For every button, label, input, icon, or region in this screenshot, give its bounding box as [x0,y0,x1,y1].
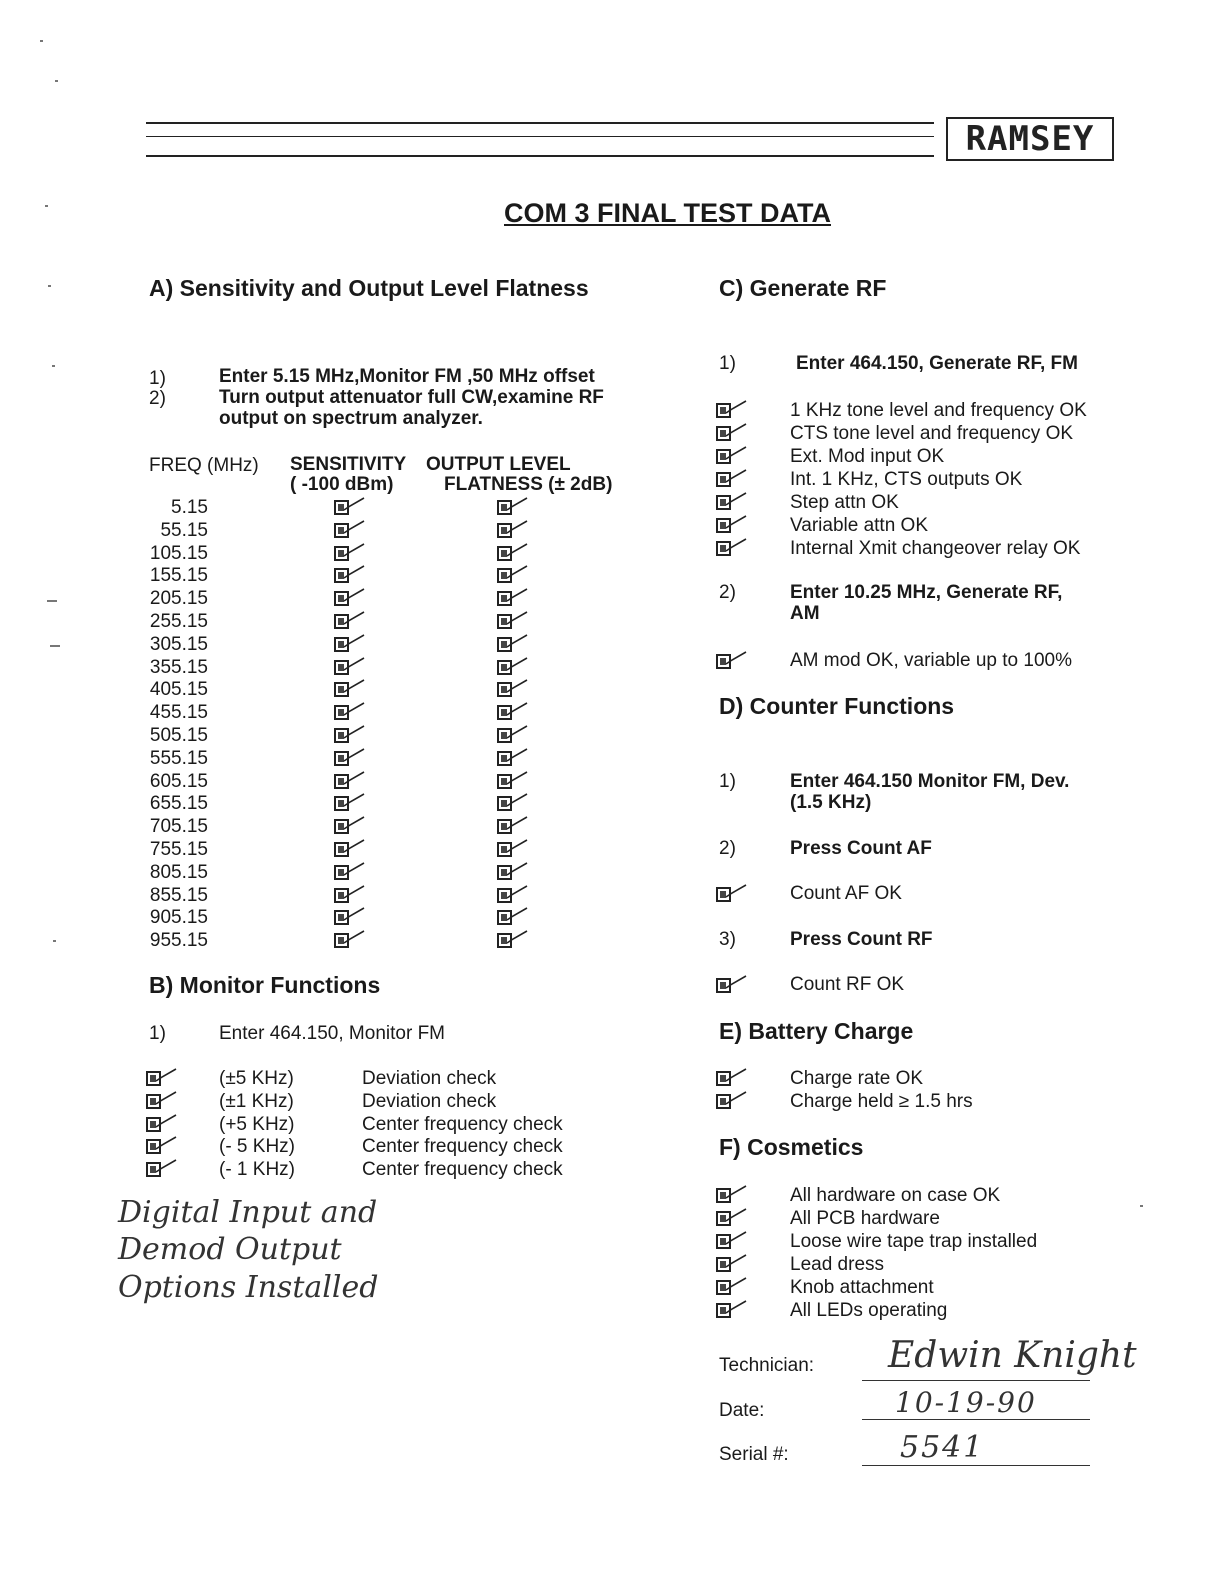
checkbox-checked[interactable] [716,514,754,534]
scan-speck [1140,1205,1143,1207]
check-mark-icon [716,974,754,996]
check-mark-icon [334,678,372,700]
sensitivity-checkbox[interactable] [334,542,372,562]
check-item-label: Variable attn OK [790,515,929,536]
frequency-value: 655.15 [149,793,208,815]
check-item-label: Charge rate OK [790,1068,924,1089]
check-mark-icon [334,519,372,541]
check-item-label: Count AF OK [790,883,902,904]
step-text: (1.5 KHz) [790,792,872,813]
check-item-label: Count RF OK [790,974,905,995]
frequency-value: 255.15 [149,611,208,632]
sensitivity-checkbox[interactable] [334,496,372,516]
flatness-checkbox[interactable] [497,770,535,790]
technician-label: Technician: [719,1355,815,1376]
check-mark-icon [334,792,372,814]
flatness-checkbox[interactable] [497,792,535,812]
flatness-checkbox[interactable] [497,906,535,926]
check-mark-icon [716,1299,754,1321]
deviation-checkbox[interactable] [146,1067,184,1087]
scan-speck [52,365,55,367]
flatness-checkbox[interactable] [497,610,535,630]
check-mark-icon [334,770,372,792]
step-text: Enter 464.150, Generate RF, FM [796,353,1078,374]
sensitivity-checkbox[interactable] [334,564,372,584]
checkbox-checked[interactable] [716,974,754,994]
flatness-checkbox[interactable] [497,815,535,835]
sensitivity-checkbox[interactable] [334,610,372,630]
check-mark-icon [497,656,535,678]
header-rule [146,136,934,137]
section-a-heading: A) Sensitivity and Output Level Flatness [149,275,589,301]
check-mark-icon [334,496,372,518]
date-value[interactable]: 10-19-90 [895,1386,1037,1419]
scan-speck [50,645,60,647]
check-item-label: 1 KHz tone level and frequency OK [790,400,1087,421]
step-text: Press Count AF [790,838,932,859]
check-mark-icon [716,445,754,467]
sensitivity-checkbox[interactable] [334,884,372,904]
check-mark-icon [334,724,372,746]
step-number: 2) [149,388,166,409]
ramsey-logo: RAMSEY [946,117,1114,161]
section-d-heading: D) Counter Functions [719,693,955,719]
scan-speck [48,285,51,287]
check-mark-icon [497,929,535,951]
deviation-checkbox[interactable] [146,1090,184,1110]
step-number: 2) [719,838,736,859]
frequency-value: 805.15 [149,861,208,883]
check-item-label: Deviation check [362,1090,497,1112]
checkbox-checked[interactable] [716,1067,754,1087]
range-label: (+5 KHz) [219,1113,295,1135]
step-number: 1) [719,353,736,374]
flatness-checkbox[interactable] [497,587,535,607]
check-mark-icon [334,929,372,951]
checkbox-checked[interactable] [716,422,754,442]
serial-label: Serial #: [719,1444,789,1465]
flatness-checkbox[interactable] [497,564,535,584]
header-rule [146,155,934,157]
check-mark-icon [716,1090,754,1112]
check-mark-icon [334,815,372,837]
check-mark-icon [497,496,535,518]
section-e-heading: E) Battery Charge [719,1018,914,1044]
sensitivity-checkbox[interactable] [334,519,372,539]
frequency-value: 355.15 [149,656,208,678]
technician-signature: Edwin Knight [888,1335,1137,1376]
column-header-sensitivity: SENSITIVITY [290,454,407,475]
frequency-value: 505.15 [149,725,208,746]
deviation-checkbox[interactable] [146,1135,184,1155]
range-label: (- 5 KHz) [219,1136,295,1158]
sensitivity-checkbox[interactable] [334,792,372,812]
frequency-value: 705.15 [149,816,208,838]
frequency-value: 5.15 [171,497,208,518]
checkbox-checked[interactable] [716,1207,754,1227]
checkbox-checked[interactable] [716,468,754,488]
frequency-value: 755.15 [149,839,208,860]
sensitivity-checkbox[interactable] [334,815,372,835]
sensitivity-checkbox[interactable] [334,724,372,744]
flatness-checkbox[interactable] [497,496,535,516]
check-item-label: Internal Xmit changeover relay OK [790,538,1081,559]
flatness-checkbox[interactable] [497,861,535,881]
step-text: Enter 5.15 MHz,Monitor FM ,50 MHz offset [219,366,595,387]
sensitivity-checkbox[interactable] [334,770,372,790]
check-mark-icon [716,514,754,536]
frequency-value: 555.15 [149,747,208,769]
scan-speck [40,40,43,42]
checkbox-checked[interactable] [716,883,754,903]
check-mark-icon [497,861,535,883]
step-text: output on spectrum analyzer. [219,408,483,429]
check-mark-icon [146,1090,184,1112]
check-mark-icon [334,838,372,860]
column-header-output: OUTPUT LEVEL [426,454,571,475]
step-number: 3) [719,929,736,950]
scan-speck [53,940,56,942]
checkbox-checked[interactable] [716,1299,754,1319]
step-text: Turn output attenuator full CW,examine RF [219,387,604,408]
check-item-label: Charge held ≥ 1.5 hrs [790,1091,973,1112]
checkbox-checked[interactable] [716,537,754,557]
check-mark-icon [146,1067,184,1089]
frequency-value: 55.15 [160,519,208,541]
range-label: (±1 KHz) [219,1090,294,1112]
handwritten-note-line: Options Installed [118,1270,379,1305]
deviation-checkbox[interactable] [146,1158,184,1178]
checkbox-checked[interactable] [716,1184,754,1204]
check-item-label: AM mod OK, variable up to 100% [790,650,1072,671]
check-item-label: Loose wire tape trap installed [790,1231,1038,1252]
flatness-checkbox[interactable] [497,656,535,676]
check-mark-icon [334,884,372,906]
sensitivity-checkbox[interactable] [334,929,372,949]
check-mark-icon [716,491,754,513]
step-number: 1) [149,1023,166,1044]
check-mark-icon [497,838,535,860]
flatness-checkbox[interactable] [497,678,535,698]
column-header-freq: FREQ (MHz) [149,455,259,476]
check-item-label: Ext. Mod input OK [790,446,945,467]
checkbox-checked[interactable] [716,445,754,465]
check-mark-icon [497,770,535,792]
check-mark-icon [497,747,535,769]
check-mark-icon [146,1158,184,1180]
check-mark-icon [716,1253,754,1275]
check-item-label: Center frequency check [362,1136,563,1158]
section-f-heading: F) Cosmetics [719,1134,864,1160]
frequency-value: 955.15 [149,930,208,952]
check-item-label: Lead dress [790,1254,885,1275]
frequency-value: 405.15 [149,679,208,701]
step-text: Enter 464.150 Monitor FM, Dev. [790,771,1070,792]
sensitivity-checkbox[interactable] [334,587,372,607]
check-mark-icon [716,468,754,490]
checkbox-checked[interactable] [716,1090,754,1110]
frequency-value: 855.15 [149,884,208,906]
sensitivity-checkbox[interactable] [334,838,372,858]
flatness-checkbox[interactable] [497,929,535,949]
scan-speck [55,80,58,82]
page-title: COM 3 FINAL TEST DATA [504,198,831,228]
check-mark-icon [716,537,754,559]
sensitivity-checkbox[interactable] [334,861,372,881]
step-text: Enter 10.25 MHz, Generate RF, [790,582,1063,603]
checkbox-checked[interactable] [716,491,754,511]
check-mark-icon [334,861,372,883]
check-item-label: Int. 1 KHz, CTS outputs OK [790,469,1023,490]
check-mark-icon [716,1230,754,1252]
flatness-checkbox[interactable] [497,542,535,562]
flatness-checkbox[interactable] [497,884,535,904]
check-mark-icon [497,587,535,609]
frequency-value: 155.15 [149,565,208,587]
check-mark-icon [334,701,372,723]
checkbox-checked[interactable] [716,1253,754,1273]
check-mark-icon [334,656,372,678]
step-number: 2) [719,582,736,603]
date-underline [862,1419,1090,1420]
sensitivity-checkbox[interactable] [334,747,372,767]
checkbox-checked[interactable] [716,1230,754,1250]
sensitivity-checkbox[interactable] [334,701,372,721]
check-item-label: All PCB hardware [790,1208,940,1229]
check-mark-icon [334,542,372,564]
check-mark-icon [497,564,535,586]
check-mark-icon [497,519,535,541]
check-item-label: All LEDs operating [790,1300,948,1321]
flatness-checkbox[interactable] [497,519,535,539]
check-mark-icon [146,1113,184,1135]
check-mark-icon [497,701,535,723]
serial-value[interactable]: 5541 [900,1430,985,1465]
flatness-checkbox[interactable] [497,838,535,858]
range-label: (±5 KHz) [219,1068,294,1089]
sensitivity-checkbox[interactable] [334,678,372,698]
column-subheader-output: FLATNESS (± 2dB) [444,474,613,495]
scan-speck [45,205,48,207]
check-mark-icon [497,884,535,906]
column-subheader-sensitivity: ( -100 dBm) [290,474,394,495]
flatness-checkbox[interactable] [497,633,535,653]
frequency-value: 205.15 [149,588,208,610]
check-mark-icon [497,792,535,814]
frequency-value: 455.15 [149,702,208,724]
sensitivity-checkbox[interactable] [334,656,372,676]
checkbox-checked[interactable] [716,1276,754,1296]
flatness-checkbox[interactable] [497,724,535,744]
check-item-label: All hardware on case OK [790,1185,1001,1206]
step-text: AM [790,603,820,624]
frequency-value: 305.15 [149,633,208,655]
step-number: 1) [149,368,166,389]
frequency-value: 105.15 [149,542,208,564]
deviation-checkbox[interactable] [146,1113,184,1133]
range-label: (- 1 KHz) [219,1159,295,1181]
check-mark-icon [716,650,754,672]
checkbox-checked[interactable] [716,650,754,670]
check-mark-icon [497,633,535,655]
frequency-value: 905.15 [149,907,208,929]
frequency-value: 605.15 [149,770,208,792]
check-mark-icon [716,1184,754,1206]
check-mark-icon [716,422,754,444]
check-mark-icon [497,542,535,564]
scan-speck [47,600,57,602]
flatness-checkbox[interactable] [497,701,535,721]
header-rule [146,122,934,124]
checkbox-checked[interactable] [716,399,754,419]
check-mark-icon [146,1135,184,1157]
check-mark-icon [497,610,535,632]
step-text: Enter 464.150, Monitor FM [219,1023,445,1044]
section-b-heading: B) Monitor Functions [149,972,381,998]
check-mark-icon [497,678,535,700]
check-mark-icon [334,747,372,769]
flatness-checkbox[interactable] [497,747,535,767]
check-mark-icon [334,587,372,609]
check-item-label: Center frequency check [362,1159,563,1181]
section-c-heading: C) Generate RF [719,275,887,301]
check-mark-icon [716,1067,754,1089]
check-mark-icon [334,906,372,928]
handwritten-note-line: Demod Output [118,1232,342,1267]
date-label: Date: [719,1400,765,1421]
check-item-label: Deviation check [362,1068,497,1089]
check-mark-icon [334,564,372,586]
check-mark-icon [497,724,535,746]
check-item-label: Center frequency check [362,1113,563,1135]
check-item-label: Step attn OK [790,492,899,513]
step-text: Press Count RF [790,929,933,950]
check-mark-icon [716,1276,754,1298]
check-mark-icon [334,633,372,655]
check-mark-icon [497,815,535,837]
step-number: 1) [719,771,736,792]
check-mark-icon [716,1207,754,1229]
check-mark-icon [334,610,372,632]
serial-underline [862,1465,1090,1466]
check-mark-icon [716,883,754,905]
handwritten-note-line: Digital Input and [118,1195,378,1230]
check-item-label: Knob attachment [790,1277,934,1298]
sensitivity-checkbox[interactable] [334,906,372,926]
technician-underline [862,1380,1090,1381]
check-mark-icon [497,906,535,928]
check-item-label: CTS tone level and frequency OK [790,423,1074,444]
check-mark-icon [716,399,754,421]
sensitivity-checkbox[interactable] [334,633,372,653]
